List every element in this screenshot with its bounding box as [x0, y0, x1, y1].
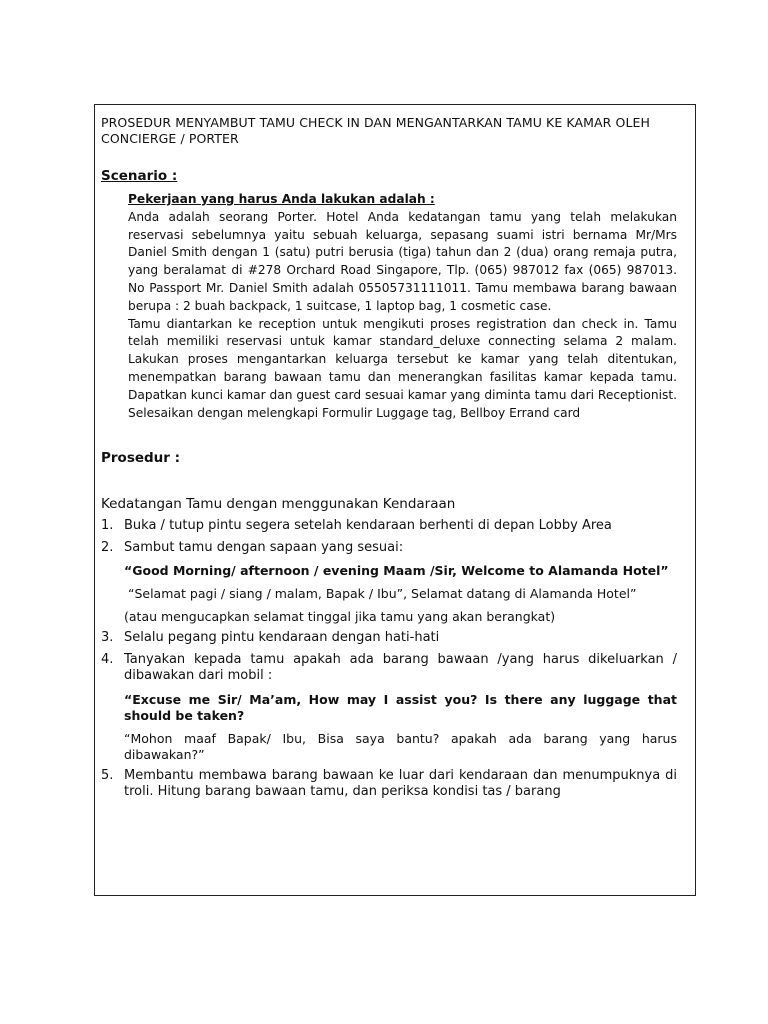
step-text: Sambut tamu dengan sapaan yang sesuai:	[124, 539, 404, 555]
greeting-note: (atau mengucapkan selamat tinggal jika tamu yang akan berangkat)	[124, 609, 556, 625]
procedure-step-3	[101, 630, 677, 647]
procedure-step-2	[101, 540, 677, 626]
step-text: Membantu membawa barang bawaan ke luar dari kendaraan dan menumpuknya di troli. Hitung barang bawaan tamu, dan periksa kondisi tas / barang	[124, 767, 677, 800]
step-number: 5.	[101, 767, 114, 783]
procedure-step-5	[101, 768, 677, 801]
procedure-step-4	[101, 652, 677, 763]
luggage-english-quote: “Excuse me Sir/ Ma’am, How may I assist you? Is there any luggage that should be taken?	[124, 691, 677, 723]
task-paragraph-2: Tamu diantarkan ke reception untuk mengikuti proses registration dan check in. Tamu telah memiliki reservasi untuk kamar standard_deluxe connecting selama 2 malam. Lakukan proses mengantarkan keluarga tersebut ke kamar yang telah ditentukan, menempatkan barang bawaan tamu dan menerangkan fasilitas kamar kepada tamu. Dapatkan kunci kamar dan guest card sesuai kamar yang diminta tamu dari Receptionist. Selesaikan dengan melengkapi Formulir Luggage tag, Bellboy Errand card	[128, 316, 677, 420]
step-text: Tanyakan kepada tamu apakah ada barang bawaan /yang harus dikeluarkan / dibawakan dari mobil :	[124, 651, 677, 684]
step-number: 3.	[101, 630, 114, 646]
section-heading: Kedatangan Tamu dengan menggunakan Kendaraan	[101, 496, 456, 513]
step-number: 1.	[101, 518, 114, 534]
document-frame	[94, 104, 696, 896]
procedure-step-1	[101, 518, 677, 535]
step-text: Selalu pegang pintu kendaraan dengan hati-hati	[124, 630, 440, 646]
step-number: 4.	[101, 651, 114, 667]
greeting-english-quote: “Good Morning/ afternoon / evening Maam /Sir, Welcome to Alamanda Hotel”	[124, 563, 669, 579]
step-text: Buka / tutup pintu segera setelah kendaraan berhenti di depan Lobby Area	[124, 518, 612, 534]
task-heading: Pekerjaan yang harus Anda lakukan adalah :	[128, 192, 435, 206]
task-block	[128, 191, 677, 422]
prosedur-heading: Prosedur :	[101, 450, 181, 467]
task-paragraph-1: Anda adalah seorang Porter. Hotel Anda kedatangan tamu yang telah melakukan reservasi sebelumnya yaitu sebuah keluarga, sepasang suami istri bernama Mr/Mrs Daniel Smith dengan 1 (satu) putri berusia (tiga) tahun dan 2 (dua) orang remaja putra, yang beralamat di #278 Orchard Road Singapore, Tlp. (065) 987012 fax (065) 987013. No Passport Mr. Daniel Smith adalah 05505731111011. Tamu membawa barang bawaan berupa : 2 buah backpack, 1 suitcase, 1 laptop bag, 1 cosmetic case.	[128, 209, 677, 313]
document-title: PROSEDUR MENYAMBUT TAMU CHECK IN DAN MENGANTARKAN TAMU KE KAMAR OLEH CONCIERGE / PORTER	[101, 115, 651, 146]
luggage-indonesian-quote: “Mohon maaf Bapak/ Ibu, Bisa saya bantu? apakah ada barang yang harus dibawakan?”	[124, 730, 677, 762]
greeting-indonesian-quote: “Selamat pagi / siang / malam, Bapak / Ibu”, Selamat datang di Alamanda Hotel”	[124, 586, 637, 602]
step-number: 2.	[101, 539, 114, 555]
scenario-heading: Scenario :	[101, 168, 178, 184]
procedure-steps	[101, 518, 677, 801]
